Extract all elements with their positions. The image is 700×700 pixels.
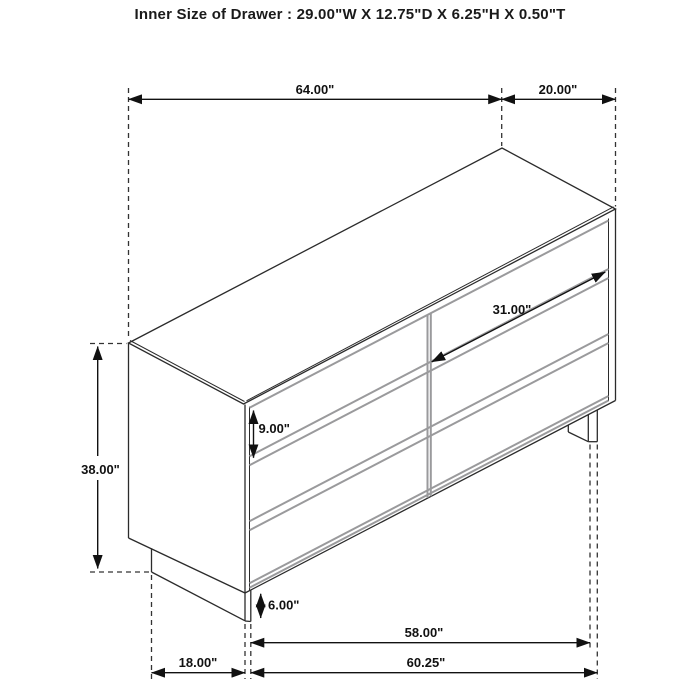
base-left-bottom-edge [152, 572, 246, 621]
dim-base-height-label: 6.00" [268, 597, 300, 613]
dim-drawer-width-label: 31.00" [492, 302, 532, 317]
base-front-left-bottom [245, 621, 251, 622]
dim-top-width-label: 64.00" [295, 82, 335, 97]
diagram-title: Inner Size of Drawer : 29.00"W X 12.75"D X 6.25"H X 0.50"T [134, 6, 566, 23]
side-panel-bottom-edge [129, 538, 246, 593]
dim-overall-height-label: 38.00" [81, 462, 120, 477]
dresser-cabinet [129, 148, 616, 622]
top-face [129, 148, 616, 404]
dim-base-width-label: 60.25" [406, 655, 446, 670]
dim-base-depth-label: 18.00" [178, 655, 218, 670]
dim-top-depth-label: 20.00" [538, 82, 578, 97]
bottom-gap-upper [250, 396, 609, 583]
dim-leg-span-label: 58.00" [404, 625, 444, 640]
dim-drawer-height-label: 9.00" [258, 421, 290, 436]
base-right-inner-bottom [568, 432, 588, 442]
